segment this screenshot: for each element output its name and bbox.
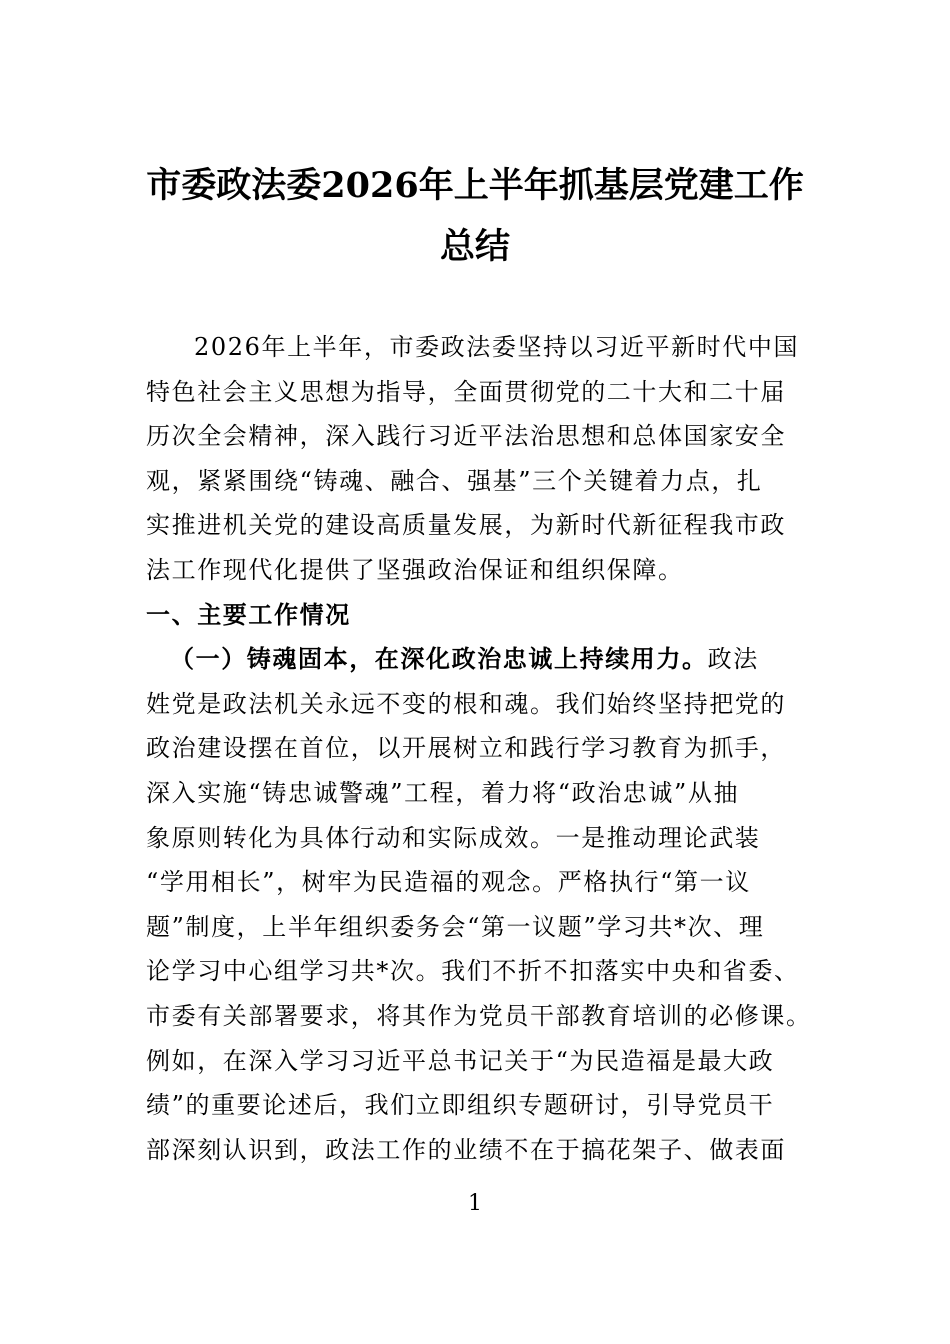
intro-line-5: 实推进机关党的建设高质量发展，为新时代新征程我市政 — [146, 511, 786, 540]
section-heading — [146, 593, 806, 638]
intro-line-1: 2026年上半年，市委政法委坚持以习近平新时代中国 — [194, 333, 800, 361]
subsection-line-3: 政治建设摆在首位，以开展树立和践行学习教育为抓手， — [146, 734, 786, 763]
subsection-line-9: 市委有关部署要求，将其作为党员干部教育培训的必修课。 — [146, 1001, 812, 1030]
intro-line-3: 历次全会精神，深入践行习近平法治思想和总体国家安全 — [146, 422, 786, 451]
page-number: 1 — [468, 1191, 482, 1216]
subsection-paragraph — [146, 637, 812, 1172]
subsection-line-1 — [146, 637, 806, 682]
document-title — [120, 155, 830, 277]
section-heading-text: 一、主要工作情况 — [146, 599, 351, 629]
subsection-line-11: 绩”的重要论述后，我们立即组织专题研讨，引导党员干 — [146, 1091, 775, 1120]
title-line-1: 市委政法委2026年上半年抓基层党建工作 — [146, 165, 804, 206]
subsection-line-5: 象原则转化为具体行动和实际成效。一是推动理论武装 — [146, 823, 761, 852]
intro-paragraph — [146, 325, 806, 593]
intro-line-2: 特色社会主义思想为指导，全面贯彻党的二十大和二十届 — [146, 377, 786, 406]
title-line-2: 总结 — [439, 226, 510, 267]
subsection-line-10: 例如，在深入学习习近平总书记关于“为民造福是最大政 — [146, 1046, 775, 1075]
document-body — [146, 325, 812, 1172]
intro-line-6: 法工作现代化提供了坚强政治保证和组织保障。 — [146, 555, 684, 584]
subsection-line-7: 题”制度，上半年组织委务会“第一议题”学习共*次、理 — [146, 912, 765, 941]
subsection-line-2: 姓党是政法机关永远不变的根和魂。我们始终坚持把党的 — [146, 689, 786, 718]
subsection-title: （一）铸魂固本，在深化政治忠诚上持续用力。 — [170, 644, 708, 674]
subsection-line-12: 部深刻认识到，政法工作的业绩不在于搞花架子、做表面 — [146, 1135, 786, 1164]
intro-line-4: 观，紧紧围绕“铸魂、融合、强基”三个关键着力点，扎 — [146, 466, 763, 495]
subsection-line-6: “学用相长”，树牢为民造福的观念。严格执行“第一议 — [146, 868, 751, 897]
subsection-line-4: 深入实施“铸忠诚警魂”工程，着力将“政治忠诚”从抽 — [146, 778, 740, 807]
subsection-line-1-rest: 政法 — [707, 645, 759, 674]
subsection-line-8: 论学习中心组学习共*次。我们不折不扣落实中央和省委、 — [146, 957, 800, 986]
